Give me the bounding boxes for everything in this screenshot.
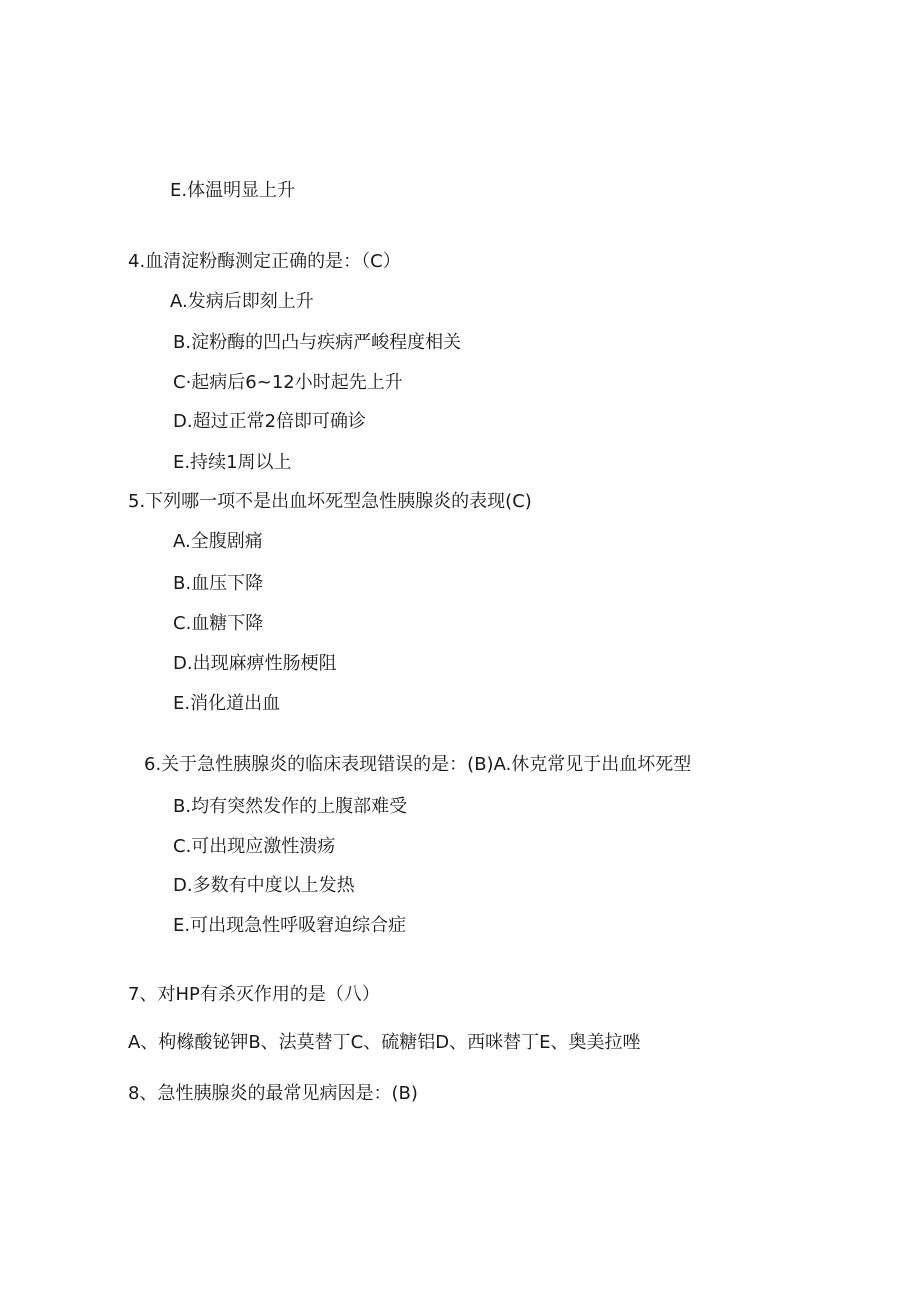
q7-question: 7、对HP有杀灭作用的是（八）: [128, 984, 380, 1005]
q5-option-c: C.血糖下降: [173, 613, 264, 634]
q5-option-d: D.出现麻痹性肠梗阻: [173, 653, 337, 674]
q4-question: 4.血清淀粉酶测定正确的是：（C）: [128, 251, 401, 272]
q4-option-b: B.淀粉酶的凹凸与疾病严峻程度相关: [173, 332, 462, 353]
q4-option-e: E.持续1周以上: [173, 452, 292, 473]
q6-option-d: D.多数有中度以上发热: [173, 875, 355, 896]
q8-question: 8、急性胰腺炎的最常见病因是：(B): [128, 1083, 418, 1104]
q4-option-c: C·起病后6~12小时起先上升: [173, 372, 403, 393]
q5-option-b: B.血压下降: [173, 573, 264, 594]
q5-option-a: A.全腹剧痛: [173, 531, 263, 552]
q4-option-a: A.发病后即刻上升: [170, 291, 314, 312]
q6-option-b: B.均有突然发作的上腹部难受: [173, 796, 408, 817]
q5-option-e: E.消化道出血: [173, 693, 281, 714]
q5-question: 5.下列哪一项不是出血坏死型急性胰腺炎的表现(C): [128, 491, 532, 512]
q4-option-d: D.超过正常2倍即可确诊: [173, 411, 367, 432]
q3-option-e: E.体温明显上升: [170, 180, 296, 201]
q6-option-e: E.可出现急性呼吸窘迫综合症: [173, 915, 407, 936]
q7-options: A、枸橼酸铋钾B、法莫替丁C、硫糖铝D、西咪替丁E、奥美拉唑: [128, 1032, 641, 1053]
q6-option-c: C.可出现应激性溃疡: [173, 836, 336, 857]
q6-question: 6.关于急性胰腺炎的临床表现错误的是：(B)A.休克常见于出血坏死型: [144, 754, 692, 775]
